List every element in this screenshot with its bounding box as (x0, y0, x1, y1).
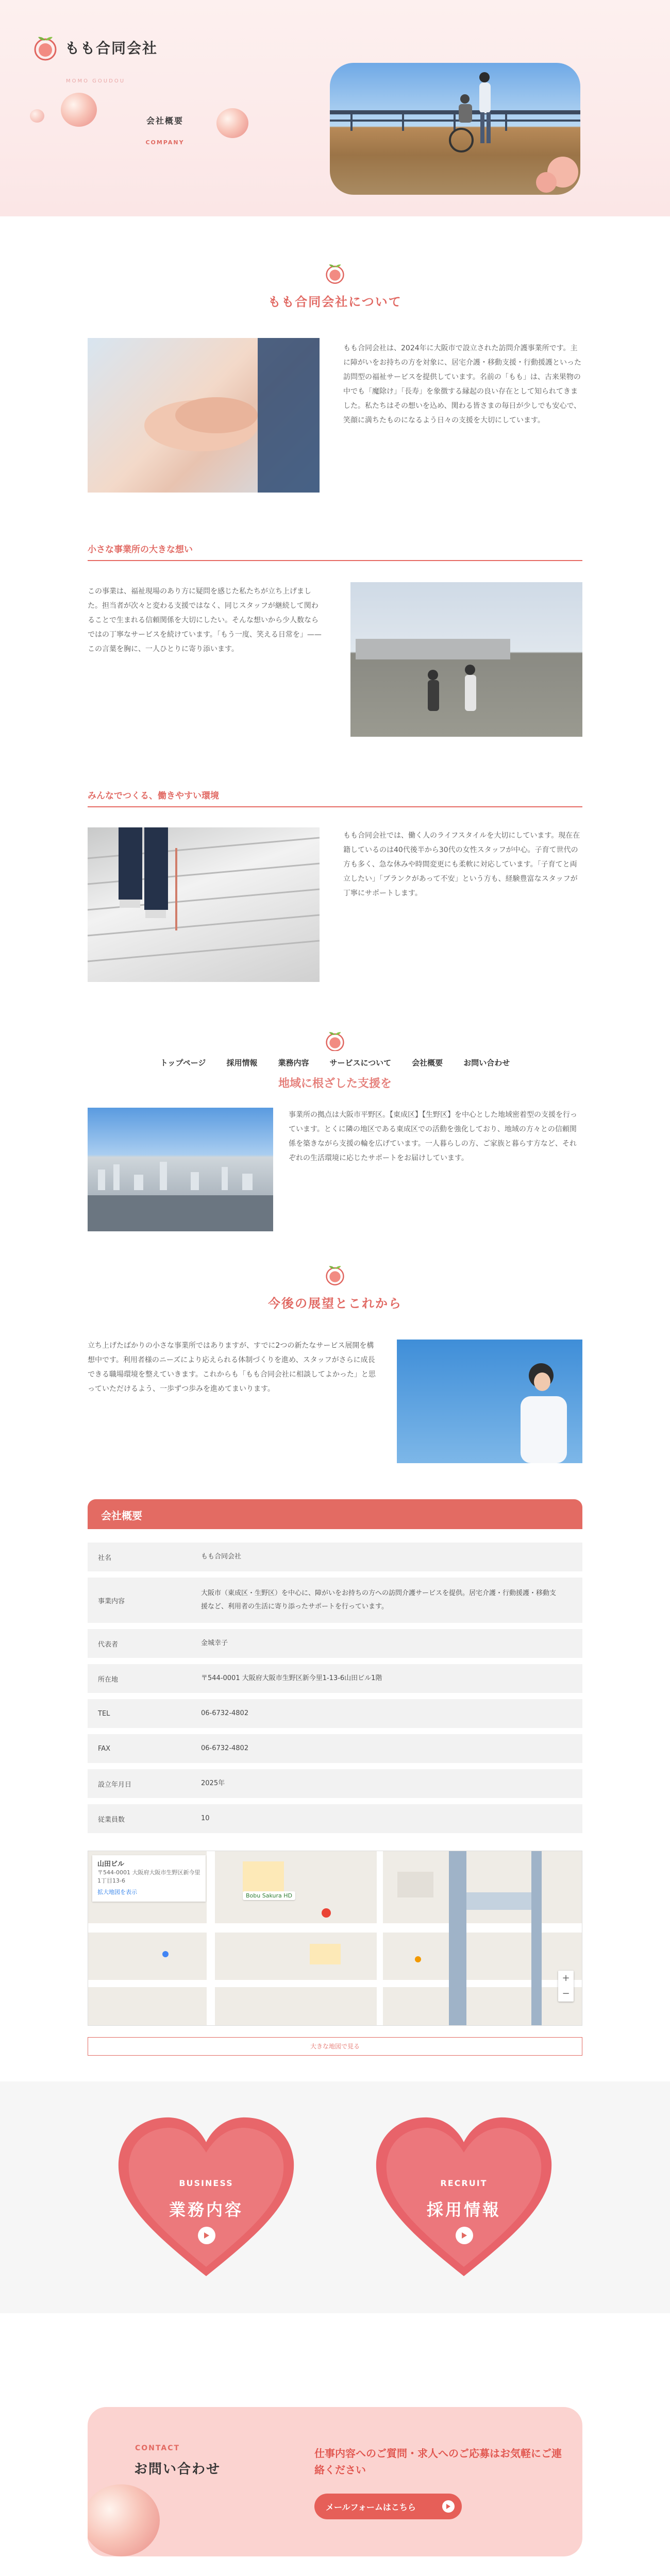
small-office-text: この事業は、福祉現場のあり方に疑問を感じた私たちが立ち上げました。担当者が次々と変わる支援ではなく、同じスタッフが継続して関わることで生まれる信頼関係を大切にしたい。そんな想いから少人数ならではの丁寧なサービスを続けています。「もう一度、笑える日常を」——この言葉を胸に、一人ひとりに寄り添います。 (88, 587, 322, 653)
peach-decoration (61, 93, 97, 127)
peach-icon (323, 1028, 347, 1053)
row-value: 金城幸子 (201, 1639, 228, 1647)
table-row (88, 1769, 582, 1798)
table-row (88, 1664, 582, 1693)
about-text: もも合同会社は、2024年に大阪市で設立された訪問介護事業所です。主に障がいをお持ちの方を対象に、居宅介護・移動支援・行動援護といった訪問型の福祉サービスを提供しています。名前の「もも」は、古来果物の中でも「魔除け」「長寿」を象徴する縁起の良い存在として知られてきました。私たちはその想いを込め、関わる皆さまの毎日が少しでも安心で、笑顔に満ちたものになるよう日々の支援を大切にしています。 (343, 344, 581, 425)
about-photo-hands (88, 338, 320, 493)
table-row (88, 1543, 582, 1571)
row-value: 〒544-0001 大阪府大阪市生野区新今里1-13-6山田ビル1階 (201, 1674, 382, 1682)
nav-item-service[interactable]: サービスについて (329, 1058, 392, 1067)
row-value: もも合同会社 (201, 1553, 242, 1561)
page-header (0, 0, 670, 216)
logo-subtext: MOMO GOUDOU (66, 78, 126, 84)
mail-form-button-label: メールフォームはこちら (326, 2502, 416, 2512)
row-value: 2025年 (201, 1780, 225, 1787)
mail-form-button[interactable] (314, 2494, 462, 2519)
row-key: 従業員数 (98, 1816, 125, 1824)
play-arrow-icon (198, 2227, 215, 2244)
table-row (88, 1578, 582, 1623)
recruit-heart-button[interactable] (371, 2112, 557, 2282)
link-hearts-section (0, 2081, 670, 2313)
workplace-heading: みんなでつくる、働きやすい環境 (88, 788, 582, 807)
about-title: もも合同会社について (268, 295, 402, 309)
page-title-en: COMPANY (145, 139, 185, 146)
nav-item-contact[interactable]: お問い合わせ (463, 1058, 510, 1067)
row-value: 大阪市（東成区・生野区）を中心に、障がいをお持ちの方への訪問介護サービスを提供。居宅介護・行動援護・移動支援など、利用者の生活に寄り添ったサポートを行っています。 (201, 1589, 557, 1611)
row-key: TEL (98, 1709, 110, 1718)
business-label-jp: 業務内容 (169, 2200, 243, 2219)
contact-lead: 仕事内容へのご質問・求人へのご応募はお気軽にご連絡ください (314, 2447, 562, 2476)
peach-decoration (88, 2484, 160, 2556)
site-logo[interactable] (31, 33, 158, 62)
row-key: 所在地 (98, 1675, 119, 1684)
recruit-label-jp: 採用情報 (426, 2200, 501, 2219)
future-heading (0, 1262, 670, 1311)
future-photo-woman (397, 1340, 582, 1463)
company-table-header: 会社概要 (88, 1499, 582, 1529)
hero-photo (330, 63, 580, 195)
contact-banner (88, 2407, 582, 2556)
workplace-photo-stairs (88, 827, 320, 982)
logo-text: もも合同会社 (65, 40, 158, 57)
row-key: 事業内容 (98, 1597, 125, 1605)
row-key: 社名 (98, 1554, 112, 1562)
play-arrow-icon (456, 2227, 473, 2244)
google-map[interactable] (88, 1851, 582, 2026)
row-key: 設立年月日 (98, 1781, 132, 1789)
business-label-en: BUSINESS (179, 2178, 233, 2188)
contact-label-en: CONTACT (135, 2444, 180, 2452)
row-key: FAX (98, 1744, 111, 1753)
future-title: 今後の展望とこれから (268, 1296, 402, 1311)
table-row (88, 1699, 582, 1728)
peach-icon (323, 261, 347, 285)
map-place-name: 山田ビル (97, 1860, 125, 1868)
peach-logo-icon (31, 33, 60, 62)
table-row (88, 1629, 582, 1658)
row-value: 10 (201, 1815, 210, 1822)
nav-item-top[interactable]: トップページ (160, 1058, 206, 1067)
global-nav (0, 1057, 670, 1068)
map-info-card (92, 1855, 206, 1902)
peach-icon (323, 1262, 347, 1287)
map-address: 〒544-0001 大阪府大阪市生野区新今里1丁目13-6 (97, 1869, 200, 1884)
large-map-button[interactable]: 大きな地図で見る (88, 2037, 582, 2056)
peach-decoration (216, 108, 248, 138)
row-value: 06-6732-4802 (201, 1744, 249, 1752)
row-key: 代表者 (98, 1640, 119, 1649)
map-zoom-control[interactable]: + − (558, 1971, 574, 2002)
business-heart-button[interactable] (113, 2112, 299, 2282)
about-heading (0, 261, 670, 310)
map-enlarge-link[interactable]: 拡大地図を表示 (97, 1889, 137, 1895)
contact-label-jp: お問い合わせ (134, 2462, 221, 2477)
area-title: 地域に根ざした支援を (278, 1077, 392, 1090)
peach-decoration (30, 109, 44, 123)
nav-item-company[interactable]: 会社概要 (412, 1058, 443, 1067)
row-value: 06-6732-4802 (201, 1709, 249, 1717)
nav-item-recruit[interactable]: 採用情報 (226, 1058, 258, 1067)
future-text: 立ち上げたばかりの小さな事業所ではありますが、すでに2つの新たなサービス展開を構想中です。利用者様のニーズにより応えられる体制づくりを進め、スタッフがさらに成長できる職場環境を整えていきます。これからも「もも合同会社に相談してよかった」と思っていただけるよう、一歩ずつ歩みを進めてまいります。 (88, 1342, 376, 1393)
small-office-heading: 小さな事業所の大きな想い (88, 542, 582, 561)
recruit-label-en: RECRUIT (440, 2178, 488, 2188)
area-photo-city (88, 1108, 273, 1231)
workplace-text: もも合同会社では、働く人のライフスタイルを大切にしています。現在在籍しているのは40代後半から30代の女性スタッフが中心。子育て世代の方も多く、急な休みや時間変更にも柔軟に対応しています。「子育てと両立したい」「ブランクがあって不安」という方も、経験豊富なスタッフが丁寧にサポートします。 (343, 832, 580, 897)
small-office-photo (350, 582, 582, 737)
nav-item-business[interactable]: 業務内容 (278, 1058, 309, 1067)
area-text: 事業所の拠点は大阪市平野区。【東成区】【生野区】を中心とした地域密着型の支援を行っています。とくに隣の地区である東成区での活動を強化しており、地域の方々との信頼関係を築きながら支援の輪を広げています。一人暮らしの方、ご家族と暮らす方など、それぞれの生活環境に応じたサポートをお届けしています。 (289, 1111, 577, 1162)
map-pin-label[interactable]: Bobu Sakura HD (243, 1891, 295, 1900)
table-row (88, 1734, 582, 1763)
page-title: 会社概要 (146, 116, 183, 126)
table-row (88, 1804, 582, 1833)
arrow-right-icon (442, 2500, 455, 2513)
